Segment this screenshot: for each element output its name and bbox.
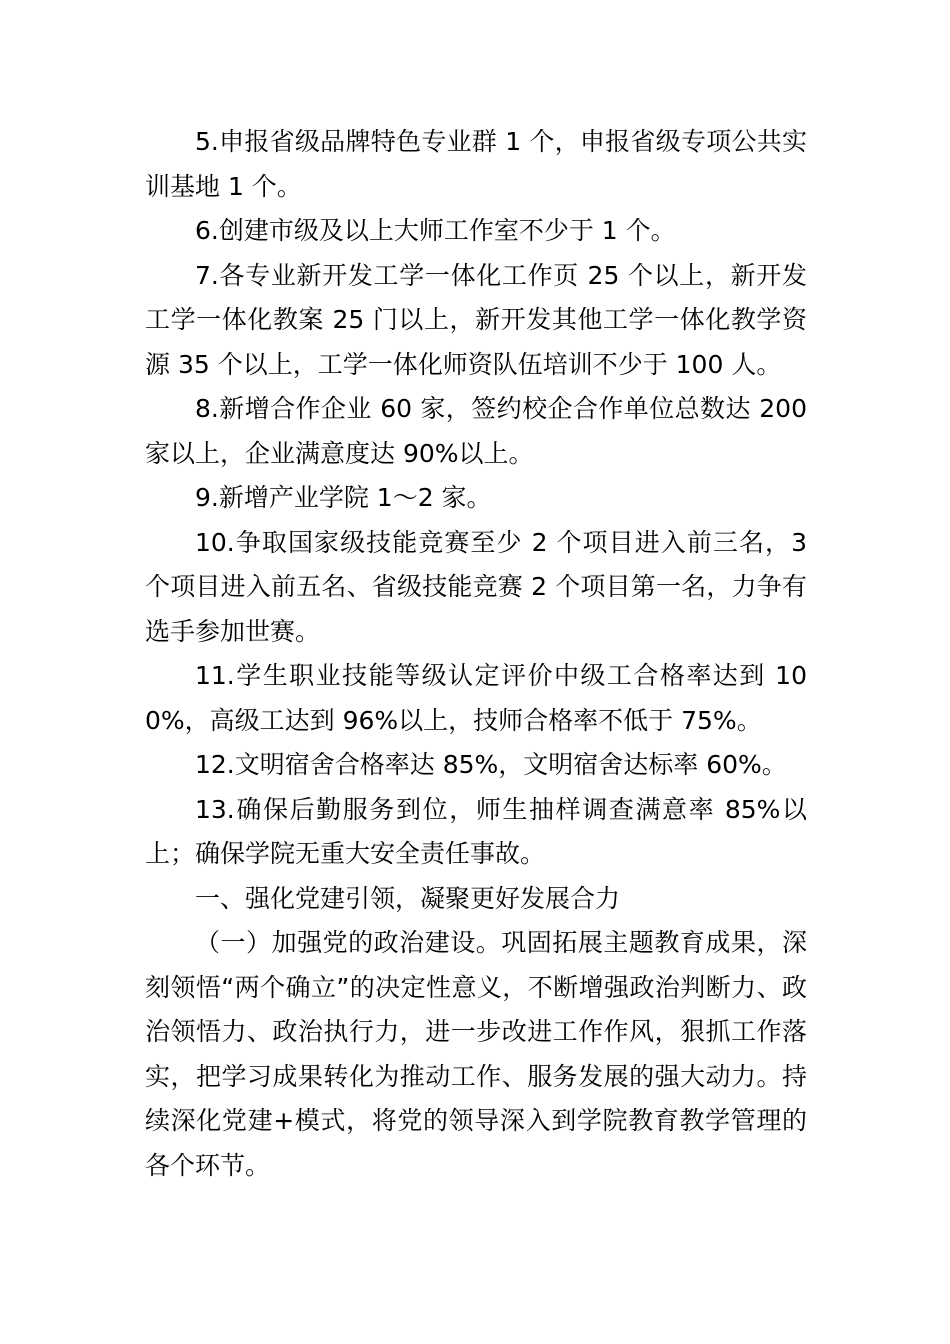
- paragraph-target-8: 8.新增合作企业 60 家，签约校企合作单位总数达 200 家以上，企业满意度达 90%以上。: [145, 394, 807, 468]
- paragraph-target-7: 7.各专业新开发工学一体化工作页 25 个以上，新开发工学一体化教案 25 门以上，新开发其他工学一体化教学资源 35 个以上，工学一体化师资队伍培训不少于 100 人。: [145, 260, 807, 379]
- paragraph-party-building: （一）加强党的政治建设。巩固拓展主题教育成果，深刻领悟“两个确立”的决定性意义，不断增强政治判断力、政治领悟力、政治执行力，进一步改进工作作风，狠抓工作落实，把学习成果转化为推动工作、服务发展的强大动力。持续深化党建+模式，将党的领导深入到学院教育教学管理的各个环节。: [145, 928, 807, 1180]
- paragraph-target-10: 10.争取国家级技能竞赛至少 2 个项目进入前三名，3 个项目进入前五名、省级技能竞赛 2 个项目第一名，力争有选手参加世赛。: [145, 527, 807, 646]
- paragraph-target-5: 5.申报省级品牌特色专业群 1 个，申报省级专项公共实训基地 1 个。: [145, 127, 807, 201]
- paragraph-target-13: 13.确保后勤服务到位，师生抽样调查满意率 85%以上；确保学院无重大安全责任事故。: [145, 794, 807, 868]
- document-body: [145, 120, 807, 1188]
- paragraph-target-9: 9.新增产业学院 1～2 家。: [195, 483, 492, 512]
- section-heading: 一、强化党建引领，凝聚更好发展合力: [195, 883, 621, 913]
- paragraph-target-11: 11.学生职业技能等级认定评价中级工合格率达到 100%，高级工达到 96%以上，技师合格率不低于 75%。: [145, 661, 807, 735]
- paragraph-target-6: 6.创建市级及以上大师工作室不少于 1 个。: [195, 216, 676, 245]
- paragraph-target-12: 12.文明宿舍合格率达 85%，文明宿舍达标率 60%。: [195, 750, 787, 779]
